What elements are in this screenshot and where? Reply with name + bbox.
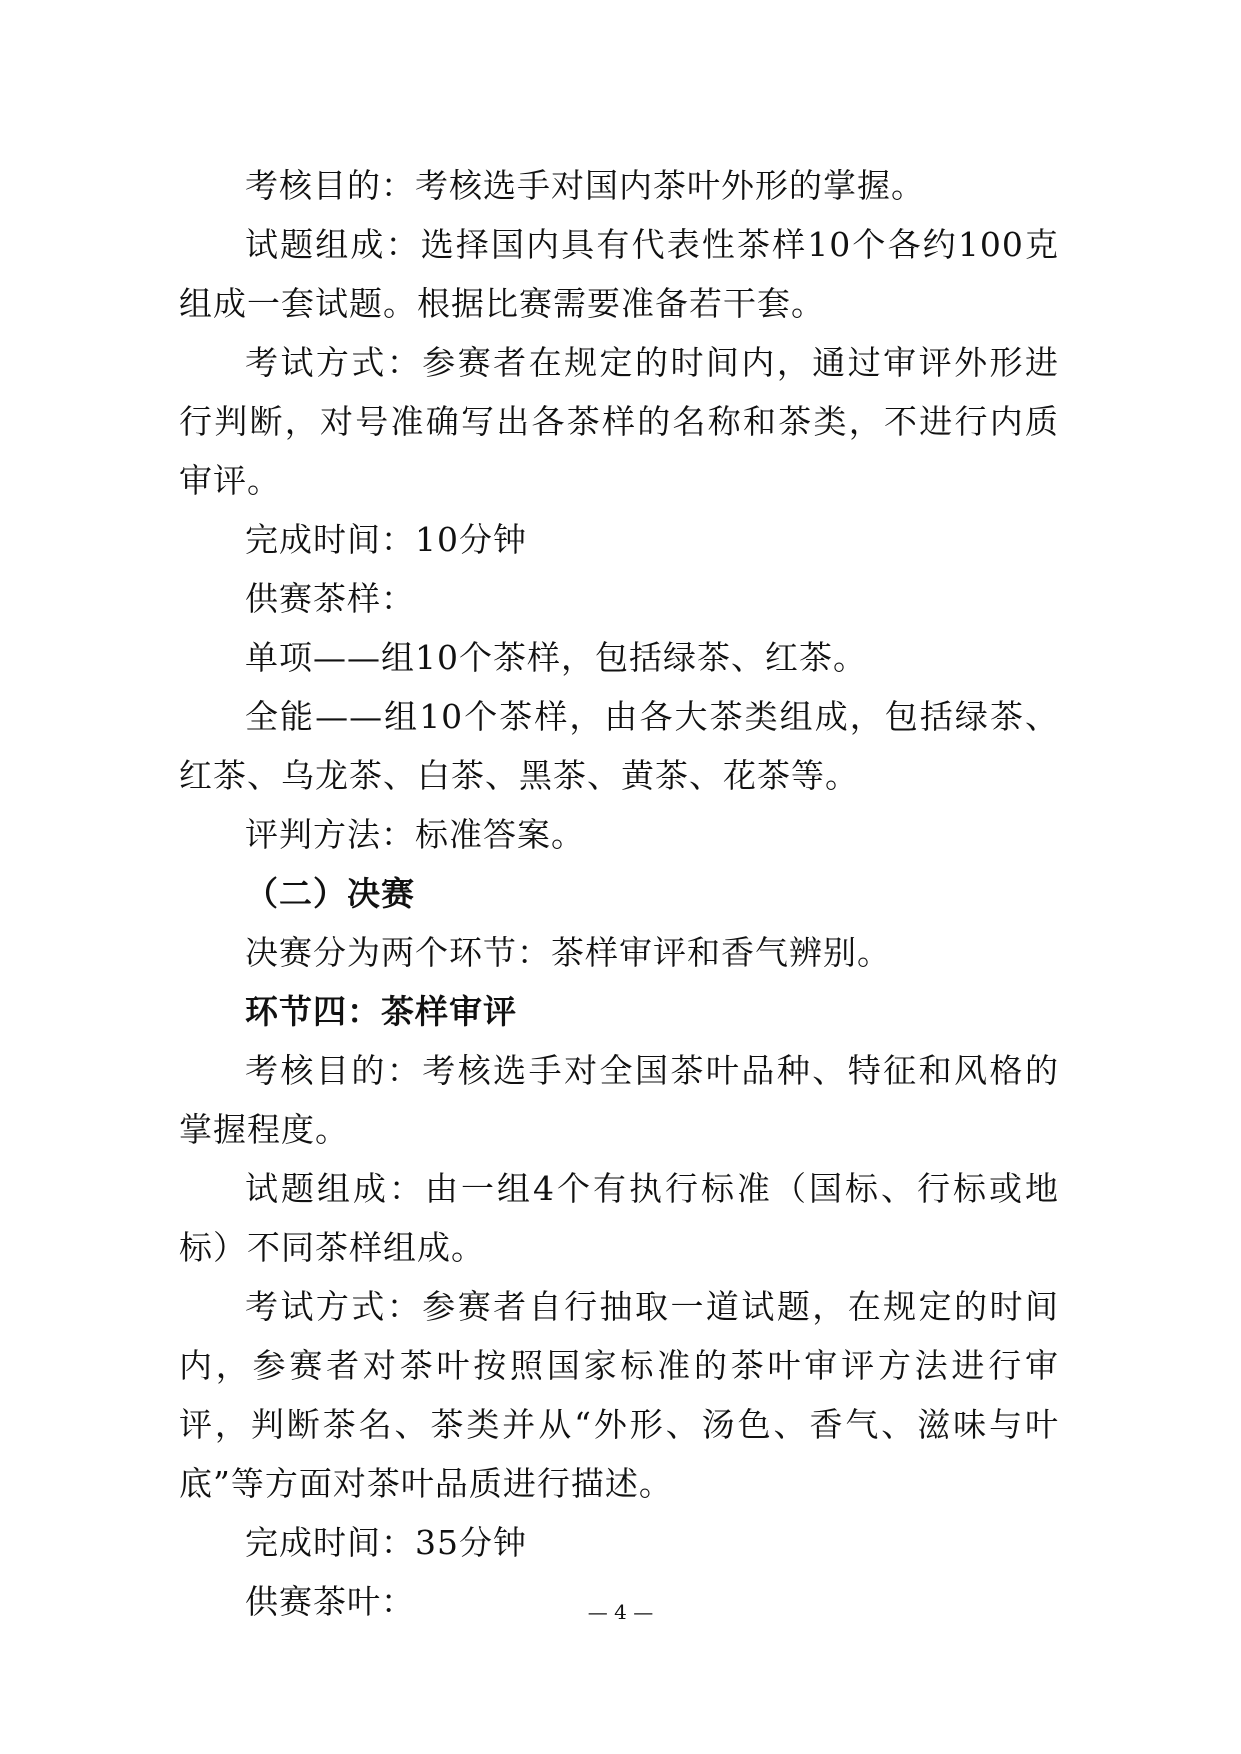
paragraph-exam-method: 考试方式：参赛者在规定的时间内，通过审评外形进行判断，对号准确写出各茶样的名称和茶类，不进行内质审评。: [179, 343, 1059, 500]
paragraph-finals-intro: 决赛分为两个环节：茶样审评和香气辨别。: [245, 933, 891, 972]
paragraph-finals-completion-time: 完成时间：35分钟: [245, 1523, 527, 1562]
paragraph-single-item: 单项——组10个茶样，包括绿茶、红茶。: [245, 638, 867, 677]
paragraph-all-round: 全能——组10个茶样，由各大茶类组成，包括绿茶、红茶、乌龙茶、白茶、黑茶、黄茶、花茶等。: [179, 697, 1059, 795]
paragraph-tea-samples: 供赛茶样：: [245, 579, 415, 618]
paragraph-completion-time: 完成时间：10分钟: [245, 520, 527, 559]
paragraph-judging-method: 评判方法：标准答案。: [245, 815, 585, 854]
paragraph-question-composition: 试题组成：选择国内具有代表性茶样10个各约100克组成一套试题。根据比赛需要准备若干套。: [179, 225, 1059, 323]
paragraph-finals-question-composition: 试题组成：由一组4个有执行标准（国标、行标或地标）不同茶样组成。: [179, 1169, 1059, 1267]
paragraph-finals-tea-supply: 供赛茶叶：: [245, 1582, 415, 1621]
section-heading-finals: （二）决赛: [245, 874, 415, 913]
paragraph-assessment-purpose: 考核目的：考核选手对国内茶叶外形的掌握。: [245, 166, 925, 205]
body-text: [179, 156, 1059, 1631]
page-number: — 4 —: [587, 1600, 654, 1624]
paragraph-finals-assessment-purpose: 考核目的：考核选手对全国茶叶品种、特征和风格的掌握程度。: [179, 1051, 1059, 1149]
paragraph-finals-exam-method: 考试方式：参赛者自行抽取一道试题，在规定的时间内，参赛者对茶叶按照国家标准的茶叶审评方法进行审评，判断茶名、茶类并从“外形、汤色、香气、滋味与叶底”等方面对茶叶品质进行描述。: [179, 1287, 1059, 1503]
subsection-heading-tea-evaluation: 环节四：茶样审评: [245, 992, 517, 1031]
